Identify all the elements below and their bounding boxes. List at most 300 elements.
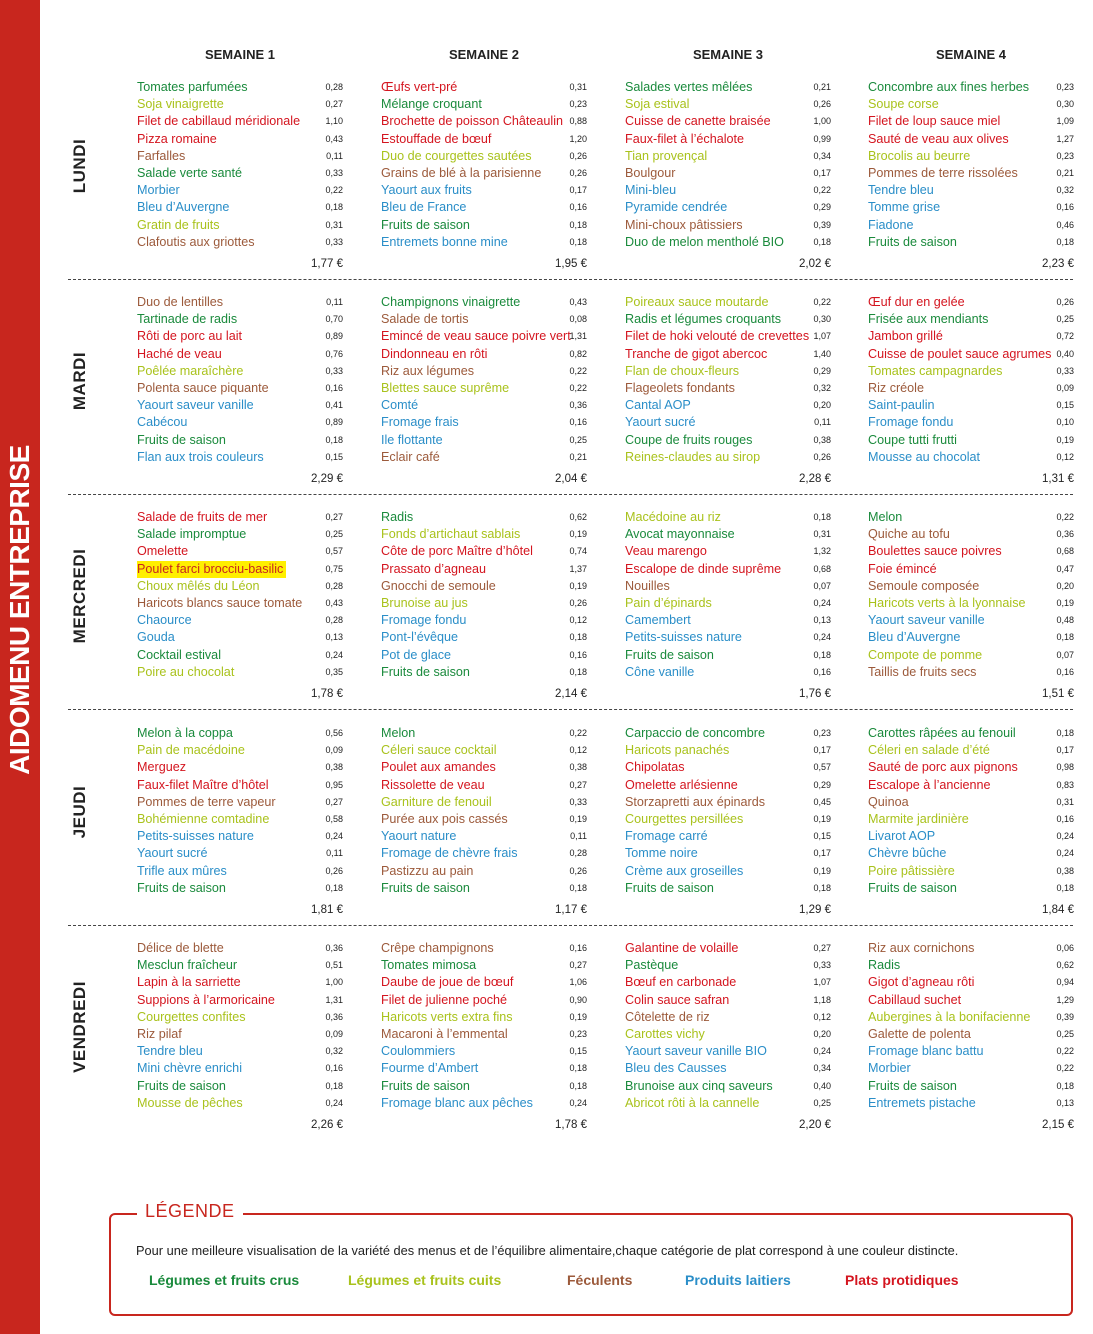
dish-price: 0,32 [325, 1046, 343, 1057]
dish-price: 0,40 [813, 1080, 831, 1091]
dish-price: 0,57 [813, 762, 831, 773]
menu-item [137, 199, 343, 216]
menu-item [625, 811, 831, 828]
menu-item [137, 664, 343, 681]
day-separator [68, 709, 1073, 710]
menu-item [868, 1026, 1074, 1043]
dish-name: Nouilles [625, 578, 670, 593]
dish-price: 0,23 [569, 1028, 587, 1039]
dish-price: 0,83 [1056, 779, 1074, 790]
dish-price: 0,20 [813, 400, 831, 411]
dish-price: 0,38 [325, 762, 343, 773]
menu-item [137, 561, 343, 578]
dish-name: Ile flottante [381, 432, 443, 447]
menu-item [381, 578, 587, 595]
dish-price: 0,28 [325, 82, 343, 92]
dish-name: Mini-choux pâtissiers [625, 217, 743, 232]
menu-item [625, 794, 831, 811]
dish-name: Fruits de saison [868, 234, 957, 249]
day-label: JEUDI [70, 785, 89, 839]
dish-price: 0,16 [1056, 202, 1074, 213]
menu-item [868, 311, 1074, 328]
dish-name: Haricots blancs sauce tomate [137, 595, 303, 610]
menu-item [625, 363, 831, 380]
dish-price: 0,22 [1056, 1046, 1074, 1057]
dish-name: Délice de blette [137, 941, 224, 955]
dish-price: 0,38 [1056, 865, 1074, 876]
dish-name: Suppions à l’armoricaine [137, 992, 275, 1007]
dish-name: Abricot rôti à la cannelle [625, 1095, 760, 1110]
menu-item [868, 449, 1074, 466]
dish-price: 0,13 [813, 615, 831, 626]
week-menu [137, 509, 343, 700]
dish-name: Haricots verts extra fins [381, 1009, 513, 1024]
dish-name: Riz aux légumes [381, 363, 475, 378]
dish-name: Fruits de saison [381, 217, 470, 232]
menu-item [625, 217, 831, 234]
dish-price: 0,18 [1056, 882, 1074, 893]
dish-name: Foie émincé [868, 561, 937, 576]
week-menu [137, 725, 343, 916]
menu-item [137, 863, 343, 880]
dish-price: 0,19 [813, 813, 831, 824]
menu-item [868, 863, 1074, 880]
menu-item [868, 509, 1074, 526]
menu-item [868, 380, 1074, 397]
dish-name: Pastizzu au pain [381, 863, 474, 878]
menu-item [868, 1043, 1074, 1060]
dish-name: Filet de cabillaud méridionale [137, 114, 301, 129]
dish-name: Purée aux pois cassés [381, 811, 508, 826]
dish-name: Flageolets fondants [625, 380, 735, 395]
dish-price: 0,12 [569, 745, 587, 756]
menu-item [137, 811, 343, 828]
dish-price: 0,26 [325, 865, 343, 876]
dish-price: 0,18 [1056, 236, 1074, 247]
menu-item [625, 346, 831, 363]
dish-price: 0,11 [326, 297, 343, 307]
week-menu [137, 294, 343, 485]
dish-price: 0,24 [569, 1097, 587, 1108]
menu-item [868, 578, 1074, 595]
dish-price: 0,24 [325, 1097, 343, 1108]
menu-item [381, 449, 587, 466]
dish-name: Compote de pomme [868, 647, 983, 662]
dish-price: 0,18 [813, 512, 831, 522]
dish-price: 1,31 [325, 994, 343, 1005]
week-menu [625, 79, 831, 270]
dish-price: 0,16 [325, 1063, 343, 1074]
legend-box [109, 1201, 1073, 1316]
dish-name: Cuisse de poulet sauce agrumes [868, 346, 1052, 361]
menu-item [868, 182, 1074, 199]
menu-item [625, 664, 831, 681]
week-menu [868, 509, 1074, 700]
menu-item [868, 1009, 1074, 1026]
menu-item [868, 217, 1074, 234]
week-header: SEMAINE 4 [935, 47, 1007, 62]
week-menu [137, 940, 343, 1131]
dish-name: Colin sauce safran [625, 992, 730, 1007]
day-separator [68, 925, 1073, 926]
dish-price: 0,41 [325, 400, 343, 411]
dish-price: 0,36 [325, 1011, 343, 1022]
menu-item [625, 526, 831, 543]
dish-name: Coupe tutti frutti [868, 432, 957, 447]
dish-price: 0,25 [569, 434, 587, 445]
menu-item [381, 664, 587, 681]
dish-name: Brocolis au beurre [868, 148, 971, 163]
dish-price: 0,22 [569, 382, 587, 393]
menu-item [381, 113, 587, 130]
menu-item [625, 629, 831, 646]
dish-name: Cocktail estival [137, 647, 221, 662]
dish-price: 0,15 [325, 451, 343, 462]
dish-price: 0,31 [1056, 796, 1074, 807]
dish-name: Farfalles [137, 148, 186, 163]
dish-price: 1,29 [1056, 994, 1074, 1005]
dish-price: 0,24 [813, 597, 831, 608]
dish-name: Lapin à la sarriette [137, 975, 241, 990]
dish-price: 0,13 [325, 632, 343, 643]
dish-price: 0,76 [325, 348, 343, 359]
menu-item [137, 311, 343, 328]
dish-price: 0,57 [325, 546, 343, 557]
menu-item [381, 131, 587, 148]
menu-item [868, 148, 1074, 165]
dish-price: 0,18 [1056, 728, 1074, 738]
dish-name: Soja estival [625, 97, 690, 112]
menu-item [868, 742, 1074, 759]
dish-price: 1,06 [569, 977, 587, 988]
dish-name: Mélange croquant [381, 97, 482, 112]
dish-name: Fromage de chèvre frais [381, 846, 518, 861]
menu-item [625, 79, 831, 96]
dish-price: 0,18 [569, 882, 587, 893]
menu-item [137, 578, 343, 595]
menu-item [137, 629, 343, 646]
menu-item [137, 1095, 343, 1112]
menu-item [137, 294, 343, 311]
dish-name: Melon à la coppa [137, 726, 233, 740]
menu-item [625, 543, 831, 560]
menu-item [868, 363, 1074, 380]
menu-item [625, 578, 831, 595]
dish-name: Galantine de volaille [625, 941, 739, 955]
menu-item [137, 131, 343, 148]
dish-price: 0,09 [325, 1028, 343, 1039]
day-total: 1,81 € [311, 904, 343, 916]
menu-item [868, 328, 1074, 345]
menu-item [381, 777, 587, 794]
dish-price: 0,25 [325, 529, 343, 540]
dish-price: 0,18 [813, 882, 831, 893]
dish-price: 0,06 [1056, 943, 1074, 953]
menu-item [625, 182, 831, 199]
dish-price: 0,18 [569, 1063, 587, 1074]
dish-name: Bleu d’Auvergne [868, 630, 961, 645]
week-menu [381, 509, 587, 700]
menu-item [625, 595, 831, 612]
dish-name: Mini chèvre enrichi [137, 1061, 242, 1076]
menu-item [137, 647, 343, 664]
menu-item [381, 432, 587, 449]
dish-name: Melon [868, 510, 903, 524]
dish-price: 0,11 [814, 417, 831, 428]
dish-name: Veau marengo [625, 544, 707, 559]
menu-item [625, 742, 831, 759]
dish-price: 0,18 [1056, 632, 1074, 643]
menu-item [137, 165, 343, 182]
menu-item [868, 526, 1074, 543]
dish-name: Poulet aux amandes [381, 760, 496, 775]
menu-item [625, 380, 831, 397]
dish-price: 0,19 [1056, 597, 1074, 608]
dish-name: Omelette [137, 544, 189, 559]
menu-item [625, 509, 831, 526]
day-total: 1,78 € [555, 1119, 587, 1131]
day-total: 2,02 € [799, 258, 831, 270]
menu-item [137, 432, 343, 449]
dish-price: 0,21 [569, 451, 587, 462]
day-total: 1,78 € [311, 688, 343, 700]
menu-item [625, 414, 831, 431]
menu-item [137, 96, 343, 113]
dish-price: 0,18 [569, 1080, 587, 1091]
dish-price: 0,24 [813, 632, 831, 643]
dish-name: Fonds d’artichaut sablais [381, 527, 521, 542]
dish-price: 0,13 [1056, 1097, 1074, 1108]
menu-item [137, 414, 343, 431]
dish-name: Entremets bonne mine [381, 234, 508, 249]
dish-price: 0,18 [569, 666, 587, 677]
dish-price: 0,51 [325, 960, 343, 971]
menu-item [381, 561, 587, 578]
menu-item [381, 828, 587, 845]
menu-item [868, 165, 1074, 182]
legend-text: Pour une meilleure visualisation de la variété des menus et de l’équilibre alimentaire,chaque catégorie de plat correspond à une couleur distincte. [136, 1243, 959, 1258]
dish-price: 0,27 [325, 512, 343, 522]
dish-price: 0,20 [813, 1028, 831, 1039]
dish-name: Entremets pistache [868, 1095, 976, 1110]
dish-price: 0,26 [813, 451, 831, 462]
dish-name: Fruits de saison [625, 647, 714, 662]
dish-name: Tomates mimosa [381, 958, 477, 973]
dish-price: 0,17 [813, 167, 831, 178]
menu-item [625, 449, 831, 466]
menu-item [625, 1026, 831, 1043]
dish-name: Trifle aux mûres [137, 863, 227, 878]
dish-price: 0,17 [813, 848, 831, 859]
dish-price: 0,33 [325, 167, 343, 178]
dish-name: Tartinade de radis [137, 312, 238, 327]
menu-item [137, 992, 343, 1009]
dish-name: Côtelette de riz [625, 1009, 710, 1024]
menu-item [625, 777, 831, 794]
dish-name: Polenta sauce piquante [137, 380, 269, 395]
dish-name: Melon [381, 726, 416, 740]
menu-item [381, 397, 587, 414]
dish-name: Galette de polenta [868, 1026, 971, 1041]
dish-price: 0,43 [325, 597, 343, 608]
day-total: 2,15 € [1042, 1119, 1074, 1131]
dish-name: Fromage frais [381, 415, 459, 430]
dish-name: Sauté de porc aux pignons [868, 760, 1018, 775]
dish-name: Fourme d’Ambert [381, 1061, 479, 1076]
dish-name: Brochette de poisson Châteaulin [381, 114, 564, 129]
week-menu [381, 725, 587, 916]
dish-name: Fromage carré [625, 829, 708, 844]
week-menu [137, 79, 343, 270]
dish-price: 0,26 [569, 865, 587, 876]
dish-price: 0,30 [1056, 99, 1074, 110]
dish-price: 0,24 [325, 831, 343, 842]
dish-price: 0,16 [813, 666, 831, 677]
dish-price: 0,09 [325, 745, 343, 756]
menu-item [381, 957, 587, 974]
dish-price: 0,26 [1056, 297, 1074, 307]
menu-item [137, 509, 343, 526]
dish-price: 0,26 [569, 597, 587, 608]
dish-price: 0,23 [1056, 150, 1074, 161]
legend-title: LÉGENDE [137, 1201, 243, 1222]
dish-name: Fiadone [868, 217, 914, 232]
dish-name: Saint-paulin [868, 398, 935, 413]
dish-name: Coupe de fruits rouges [625, 432, 753, 447]
dish-price: 0,88 [569, 116, 587, 127]
dish-price: 0,24 [325, 649, 343, 660]
menu-item [381, 1026, 587, 1043]
dish-name: Escalope de dinde suprême [625, 561, 782, 576]
menu-item [381, 845, 587, 862]
menu-item [381, 526, 587, 543]
dish-name: Choux mêlés du Léon [137, 578, 260, 593]
dish-price: 1,09 [1056, 116, 1074, 127]
dish-name: Chipolatas [625, 760, 685, 775]
legend-category: Produits laitiers [685, 1272, 791, 1288]
dish-name: Gnocchi de semoule [381, 578, 496, 593]
dish-price: 1,18 [813, 994, 831, 1005]
dish-name: Riz créole [868, 380, 924, 395]
menu-item [137, 1009, 343, 1026]
dish-name: Gratin de fruits [137, 217, 220, 232]
dish-price: 0,23 [813, 728, 831, 738]
menu-item [868, 432, 1074, 449]
menu-item [137, 217, 343, 234]
menu-item [381, 759, 587, 776]
dish-name: Cabillaud suchet [868, 992, 962, 1007]
dish-price: 0,16 [569, 649, 587, 660]
dish-price: 0,47 [1056, 563, 1074, 574]
dish-name: Salade impromptue [137, 527, 247, 542]
menu-item [625, 759, 831, 776]
dish-price: 0,17 [1056, 745, 1074, 756]
dish-price: 1,32 [813, 546, 831, 557]
dish-name: Haché de veau [137, 346, 222, 361]
menu-item [381, 742, 587, 759]
dish-name: Salade verte santé [137, 165, 243, 180]
dish-price: 0,26 [569, 167, 587, 178]
menu-item [137, 1078, 343, 1095]
dish-name: Tomates campagnardes [868, 363, 1003, 378]
menu-item [868, 828, 1074, 845]
dish-price: 0,38 [569, 762, 587, 773]
dish-name: Œuf dur en gelée [868, 295, 965, 309]
dish-price: 0,70 [325, 314, 343, 325]
dish-price: 0,08 [569, 314, 587, 325]
dish-name: Rissolette de veau [381, 777, 485, 792]
dish-name: Filet de hoki velouté de crevettes [625, 329, 810, 344]
menu-item [625, 1078, 831, 1095]
menu-item [868, 113, 1074, 130]
day-total: 2,26 € [311, 1119, 343, 1131]
dish-name: Pyramide cendrée [625, 200, 728, 215]
dish-name: Garniture de fenouil [381, 794, 492, 809]
dish-name: Fruits de saison [381, 880, 470, 895]
dish-price: 0,19 [569, 529, 587, 540]
menu-item [137, 397, 343, 414]
dish-price: 0,46 [1056, 219, 1074, 230]
menu-item [137, 1043, 343, 1060]
dish-price: 0,31 [325, 219, 343, 230]
dish-price: 1,10 [325, 116, 343, 127]
dish-name: Pommes de terre vapeur [137, 794, 276, 809]
dish-name: Carpaccio de concombre [625, 726, 766, 740]
dish-price: 0,32 [813, 382, 831, 393]
dish-name: Clafoutis aux griottes [137, 234, 255, 249]
dish-price: 1,07 [813, 977, 831, 988]
menu-item [625, 294, 831, 311]
menu-item [625, 1060, 831, 1077]
day-total: 1,31 € [1042, 473, 1074, 485]
dish-name: Fruits de saison [868, 880, 957, 895]
dish-price: 0,16 [569, 417, 587, 428]
dish-name: Radis [381, 510, 414, 524]
dish-name: Aubergines à la bonifacienne [868, 1009, 1031, 1024]
day-total: 2,20 € [799, 1119, 831, 1131]
dish-price: 0,36 [325, 943, 343, 953]
dish-price: 0,18 [569, 219, 587, 230]
menu-item [381, 612, 587, 629]
menu-item [868, 414, 1074, 431]
menu-item [868, 543, 1074, 560]
dish-price: 0,15 [813, 831, 831, 842]
menu-item [381, 414, 587, 431]
menu-item [137, 974, 343, 991]
dish-price: 0,31 [813, 529, 831, 540]
menu-item [137, 449, 343, 466]
menu-item [868, 96, 1074, 113]
dish-name: Omelette arlésienne [625, 777, 738, 792]
dish-name: Reines-claudes au sirop [625, 449, 761, 464]
dish-price: 0,12 [1056, 451, 1074, 462]
menu-item [625, 96, 831, 113]
menu-item [381, 363, 587, 380]
dish-price: 0,18 [325, 434, 343, 445]
dish-name: Fromage blanc battu [868, 1044, 984, 1059]
dish-name: Faux-filet Maître d’hôtel [137, 777, 269, 792]
dish-name: Filet de loup sauce miel [868, 114, 1001, 129]
menu-item [381, 1043, 587, 1060]
menu-item [137, 526, 343, 543]
dish-name: Pain de macédoine [137, 743, 245, 758]
menu-item [381, 199, 587, 216]
menu-item [868, 777, 1074, 794]
menu-item [137, 1060, 343, 1077]
menu-item [625, 561, 831, 578]
dish-price: 0,28 [569, 848, 587, 859]
dish-name: Jambon grillé [868, 329, 943, 344]
